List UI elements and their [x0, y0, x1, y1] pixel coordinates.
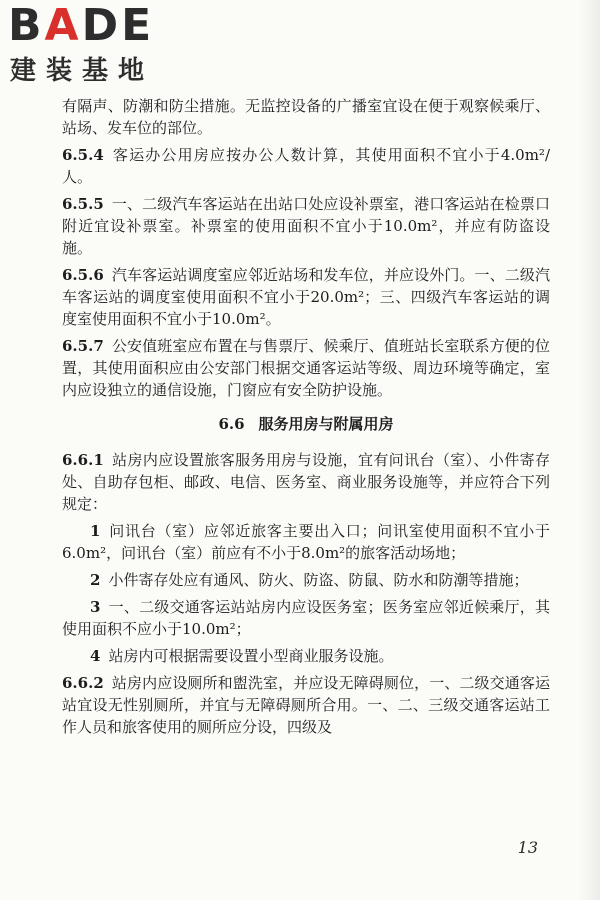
item-number: 4: [90, 647, 101, 665]
list-item: [62, 569, 550, 591]
list-item: [62, 645, 550, 667]
item-text: 问讯台（室）应邻近旅客主要出入口；问讯室使用面积不宜小于6.0m²，问讯台（室）前应有不小于8.0m²的旅客活动场地；: [62, 522, 550, 562]
clause-number: 6.6.2: [62, 674, 104, 692]
clause-number: 6.5.5: [62, 195, 104, 213]
clause-number: 6.5.7: [62, 337, 104, 355]
clause-text: 汽车客运站调度室应邻近站场和发车位，并应设外门。一、二级汽车客运站的调度室使用面积不宜小于20.0m²；三、四级汽车客运站的调度室使用面积不宜小于10.0m²。: [62, 266, 550, 328]
clause-text: 站房内应设厕所和盥洗室，并应设无障碍厕位，一、二级交通客运站宜设无性别厕所，并宜与无障碍厕所合用。一、二、三级交通客运站工作人员和旅客使用的厕所应分设，四级及: [62, 674, 550, 736]
clause-number: 6.6.1: [62, 451, 104, 469]
logo-subtitle: 建装基地: [10, 56, 155, 86]
paragraph-text: 有隔声、防潮和防尘措施。无监控设备的广播室宜设在便于观察候乘厅、站场、发车位的部位。: [62, 97, 550, 137]
clause-text: 一、二级汽车客运站在出站口处应设补票室，港口客运站在检票口附近宜设补票室。补票室的使用面积不宜小于10.0m²，并应有防盗设施。: [62, 195, 550, 257]
section-title-text: 服务用房与附属用房: [258, 415, 394, 433]
clause-6-5-7: [62, 335, 550, 401]
page-edge-shadow: [578, 0, 600, 900]
clause-text: 公安值班室应布置在与售票厅、候乘厅、值班站长室联系方便的位置，其使用面积应由公安部门根据交通客运站等级、周边环境等确定，室内应设独立的通信设施，门窗应有安全防护设施。: [62, 337, 550, 399]
clause-text: 站房内应设置旅客服务用房与设施，宜有问讯台（室）、小件寄存处、自助存包柜、邮政、电信、医务室、商业服务设施等，并应符合下列规定：: [62, 451, 550, 513]
item-number: 2: [90, 571, 101, 589]
clause-6-5-6: [62, 264, 550, 330]
logo-letter-a-accent: A: [44, 0, 82, 51]
clause-number: 6.5.4: [62, 146, 104, 164]
section-number: 6.6: [218, 415, 245, 433]
paragraph-continuation: [62, 95, 550, 139]
item-text: 站房内可根据需要设置小型商业服务设施。: [108, 647, 394, 665]
page-number: 13: [517, 838, 538, 857]
clause-6-5-5: [62, 193, 550, 259]
clause-6-6-2: [62, 672, 550, 738]
list-item: [62, 520, 550, 564]
item-number: 3: [90, 598, 101, 616]
item-number: 1: [90, 522, 101, 540]
logo-letters-b: B: [8, 0, 45, 51]
logo-letters-de: DE: [81, 0, 155, 51]
logo-wordmark: [8, 0, 155, 51]
clause-6-5-4: [62, 144, 550, 188]
document-body: [62, 95, 550, 743]
item-text: 一、二级交通客运站站房内应设医务室；医务室应邻近候乘厅，其使用面积不应小于10.0m²；: [62, 598, 550, 638]
section-heading: [62, 413, 550, 435]
clause-6-6-1: [62, 449, 550, 515]
clause-number: 6.5.6: [62, 266, 104, 284]
bade-logo: [8, 0, 183, 92]
list-item: [62, 596, 550, 640]
item-text: 小件寄存处应有通风、防火、防盗、防鼠、防水和防潮等措施；: [108, 571, 529, 589]
clause-text: 客运办公用房应按办公人数计算，其使用面积不宜小于4.0m²/人。: [62, 146, 550, 186]
